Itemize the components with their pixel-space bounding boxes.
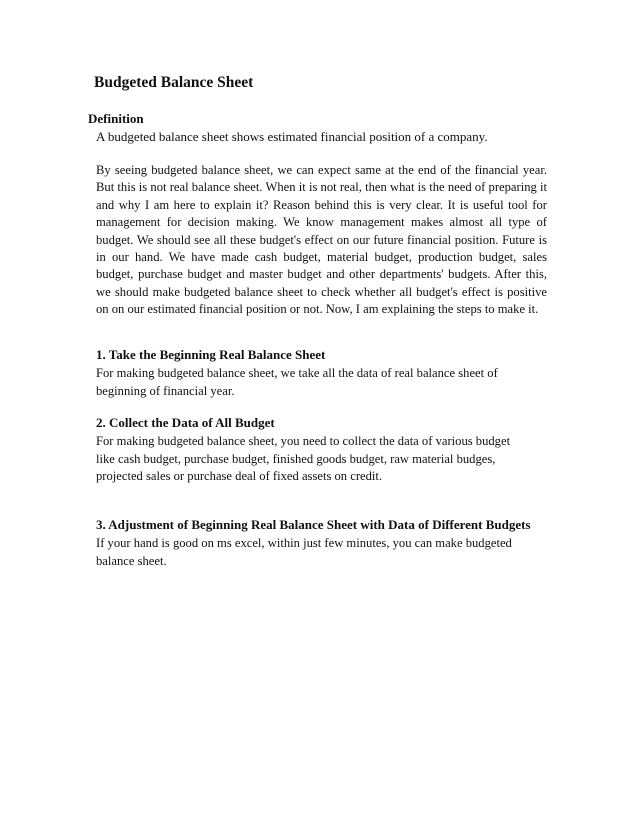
definition-text: A budgeted balance sheet shows estimated financial position of a company. [96,129,488,144]
section-body: For making budgeted balance sheet, you need to collect the data of various budget like cash budget, purchase budget, finished goods budget, raw material budges, projected sales or purchase deal of fixed assets on credit. [96,434,511,484]
section-heading: 1. Take the Beginning Real Balance Sheet [96,347,326,362]
intro-paragraph: By seeing budgeted balance sheet, we can expect same at the end of the financial year. But this is not real balance sheet. When it is not real, then what is the need of preparing it and why I am here to explain it? Reason behind this is very clear. It is useful tool for management for decision making. We know management makes almost all type of budget. We should see all these budget's effect on our future financial position. Future is in our hand. We have made cash budget, material budget, production budget, sales budget, purchase budget and master budget and other departments' budgets. After this, we should make budgeted balance sheet to check whether all budget's effect is positive on on our estimated financial position or not. Now, I am explaining the steps to make it. [96,163,547,317]
document-title: Budgeted Balance Sheet [94,74,254,91]
section-step-1 [96,346,536,400]
section-heading: 3. Adjustment of Beginning Real Balance Sheet with Data of Different Budgets [96,517,531,532]
section-heading: 2. Collect the Data of All Budget [96,415,275,430]
section-body: For making budgeted balance sheet, we take all the data of real balance sheet of beginning of financial year. [96,366,498,398]
definition-heading: Definition [88,111,144,126]
section-body: If your hand is good on ms excel, within just few minutes, you can make budgeted balance sheet. [96,536,512,568]
section-step-3 [96,516,536,570]
section-step-2 [96,414,536,486]
